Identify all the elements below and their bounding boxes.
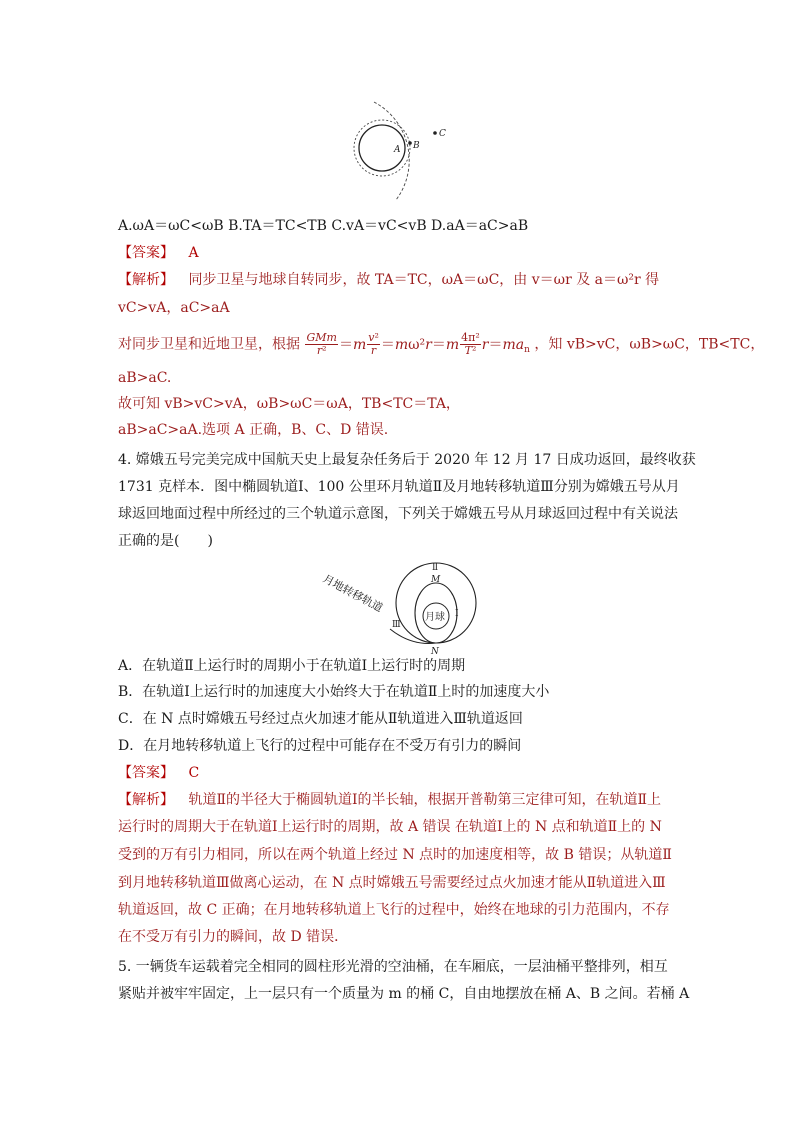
q4-analysis-line5: 轨道返回，故 C 正确；在月地转移轨道上飞行的过程中，始终在地球的引力范围内，不存 <box>118 902 670 918</box>
q3-options: A.ωA＝ωC<ωB B.TA＝TC<TB C.vA＝vC<vB D.aA＝aC>aB <box>118 218 529 234</box>
label-b: B <box>413 141 420 151</box>
analysis-tag: 【解析】 <box>118 792 174 808</box>
q3-analysis-line2: vC>vA，aC>aA <box>118 300 230 316</box>
answer-value: A <box>188 245 199 261</box>
q3-answer-line <box>118 243 199 263</box>
q4-stem-line4: 正确的是( ) <box>118 533 213 549</box>
q3-analysis-line1 <box>118 270 659 290</box>
q5-stem-line2: 紧贴并被牢牢固定，上一层只有一个质量为 m 的桶 C，自由地摆放在桶 A、B 之间。若桶 A <box>118 986 690 1002</box>
q4-analysis-line2: 运行时的周期大于在轨道Ⅰ上运行时的周期，故 A 错误 在轨道Ⅰ上的 N 点和轨道Ⅱ上的 N <box>118 819 662 835</box>
q3-analysis-line5: 故可知 vB>vC>vA，ωB>ωC＝ωA，TB<TC＝TA， <box>118 396 460 412</box>
q4-analysis-line1 <box>118 790 661 810</box>
analysis-text: 轨道Ⅱ的半径大于椭圆轨道Ⅰ的半长轴，根据开普勒第三定律可知，在轨道Ⅱ上 <box>188 792 662 808</box>
q4-stem-line1: 4. 嫦娥五号完美完成中国航天史上最复杂任务后于 2020 年 12 月 17 日成功返回，最终收获 <box>118 452 696 468</box>
transfer-orbit-label: 月地转移轨道 <box>320 572 385 615</box>
label-orbit-iii: Ⅲ <box>392 620 401 630</box>
q4-stem-line3: 球返回地面过程中所经过的三个轨道示意图，下列关于嫦娥五号从月球返回过程中有关说法 <box>118 506 678 522</box>
label-orbit-ii: Ⅱ <box>432 563 439 573</box>
answer-tag: 【答案】 <box>118 245 174 261</box>
satellite-orbit-figure <box>338 100 468 210</box>
moon-label: 月球 <box>425 612 445 623</box>
q4-option-c: C．在 N 点时嫦娥五号经过点火加速才能从Ⅱ轨道进入Ⅲ轨道返回 <box>118 711 523 727</box>
q3-analysis-line4: aB>aC. <box>118 370 172 386</box>
near-earth-orbit <box>354 120 410 176</box>
label-m: M <box>431 575 441 585</box>
q4-answer-line <box>118 763 199 783</box>
q4-option-a: A．在轨道Ⅱ上运行时的周期小于在轨道Ⅰ上运行时的周期 <box>118 658 466 674</box>
analysis-tag: 【解析】 <box>118 272 174 288</box>
label-a: A <box>394 145 401 155</box>
lunar-orbit-figure <box>310 555 490 655</box>
analysis-text: 同步卫星与地球自转同步，故 TA＝TC，ωA＝ωC，由 v＝ωr 及 a＝ω²r 得 <box>188 272 660 288</box>
answer-tag: 【答案】 <box>118 765 174 781</box>
label-n: N <box>431 647 439 655</box>
q4-analysis-line6: 在不受万有引力的瞬间，故 D 错误． <box>118 929 349 945</box>
q4-option-d: D．在月地转移轨道上飞行的过程中可能存在不受万有引力的瞬间 <box>118 738 522 754</box>
point-c <box>433 131 437 135</box>
q4-analysis-line4: 到月地转移轨道Ⅲ做离心运动，在 N 点时嫦娥五号需要经过点火加速才能从Ⅱ轨道进入Ⅲ <box>118 875 666 891</box>
q4-option-b: B．在轨道Ⅰ上运行时的加速度大小始终大于在轨道Ⅱ上时的加速度大小 <box>118 684 550 700</box>
label-c: C <box>439 129 446 139</box>
label-orbit-i: Ⅰ <box>455 609 459 619</box>
q5-stem-line1: 5. 一辆货车运载着完全相同的圆柱形光滑的空油桶，在车厢底，一层油桶平整排列，相互 <box>118 959 668 975</box>
q4-analysis-line3: 受到的万有引力相同，所以在两个轨道上经过 N 点时的加速度相等，故 B 错误；从轨道Ⅱ <box>118 847 672 863</box>
gravity-formula: $\frac{\text{GMm}}{\text{r²}}$ ＝m $\frac{\text{v²}}{r}$ ＝mω²r＝m $\frac{\text{4π²}}{\text{T²}}$ $r=ma_n$ <box>306 331 530 357</box>
synchronous-orbit-arc <box>374 102 409 200</box>
q3-analysis-line3 <box>118 332 764 360</box>
q4-stem-line2: 1731 克样本．图中椭圆轨道Ⅰ、100 公里环月轨道Ⅱ及月地转移轨道Ⅲ分别为嫦娥五号从月 <box>118 479 680 495</box>
analysis-text: ，知 vB>vC，ωB>ωC，TB<TC， <box>534 336 765 353</box>
q3-analysis-line6: aB>aC>aA.选项 A 正确，B、C、D 错误. <box>118 422 389 438</box>
answer-value: C <box>188 765 200 781</box>
point-b <box>408 141 412 145</box>
analysis-text: 对同步卫星和近地卫星，根据 <box>118 336 300 353</box>
